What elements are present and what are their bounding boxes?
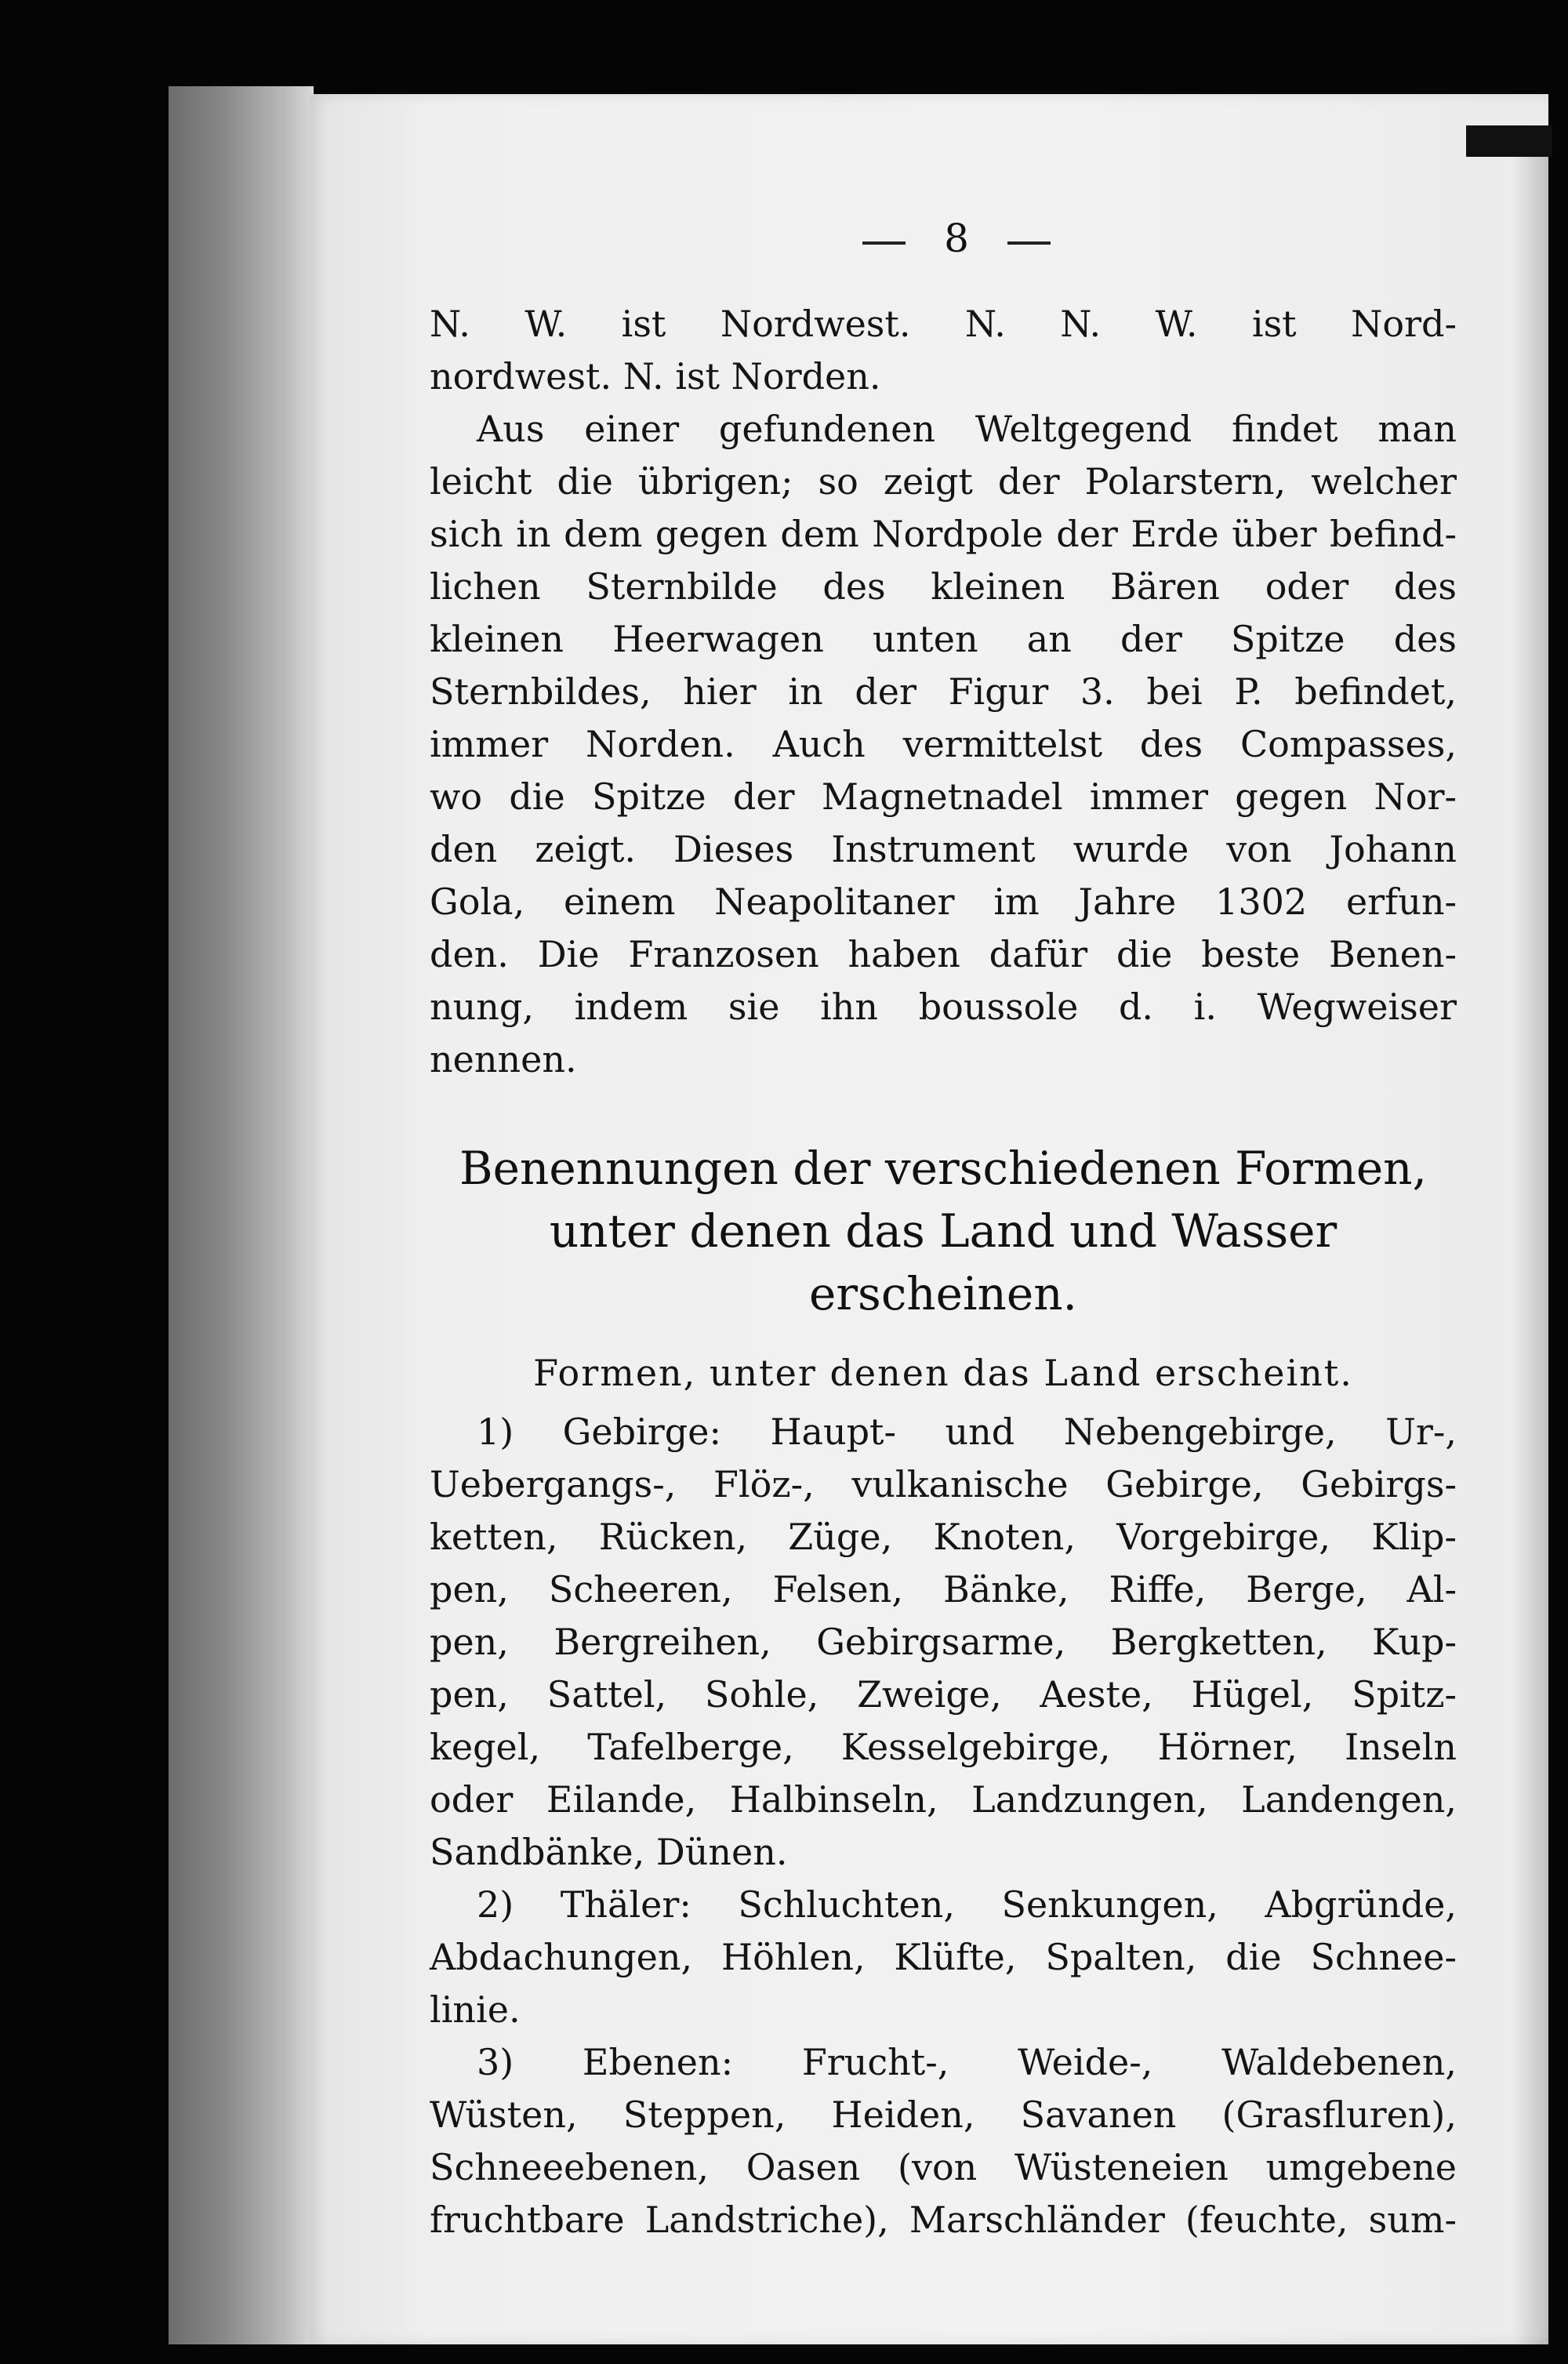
paragraph-cardinal-points <box>430 403 1457 1086</box>
text-line: Sternbildes, hier in der Figur 3. bei P. befindet, <box>430 670 1457 713</box>
text-line: nennen. <box>430 1038 577 1080</box>
text-line: Uebergangs-, Flöz-, vulkanische Gebirge, Gebirgs- <box>430 1463 1457 1505</box>
page-text <box>430 298 1457 2246</box>
text-line: leicht die übrigen; so zeigt der Polarstern, welcher <box>430 460 1457 503</box>
text-line: pen, Sattel, Sohle, Zweige, Aeste, Hügel, Spitz- <box>430 1673 1457 1716</box>
text-line: Gola, einem Neapolitaner im Jahre 1302 erfun- <box>430 881 1457 923</box>
text-line: lichen Sternbilde des kleinen Bären oder des <box>430 565 1457 608</box>
text-line: Schneeebenen, Oasen (von Wüsteneien umgebene <box>430 2146 1457 2188</box>
page-number: 8 <box>902 216 1011 263</box>
text-line: Sandbänke, Dünen. <box>430 1831 788 1873</box>
text-line: sich in dem gegen dem Nordpole der Erde über befind- <box>430 513 1457 555</box>
text-line: ketten, Rücken, Züge, Knoten, Vorgebirge, Klip- <box>430 1516 1457 1558</box>
text-line: pen, Scheeren, Felsen, Bänke, Riffe, Berge, Al- <box>430 1568 1457 1610</box>
text-line: den zeigt. Dieses Instrument wurde von Johann <box>430 828 1457 870</box>
list-item-valleys <box>430 1879 1457 2036</box>
list-item-plains <box>430 2036 1457 2246</box>
text-line: 3) Ebenen: Frucht-, Weide-, Waldebenen, <box>477 2041 1457 2083</box>
text-line: kleinen Heerwagen unten an der Spitze des <box>430 618 1457 660</box>
text-line: 1) Gebirge: Haupt- und Nebengebirge, Ur-, <box>477 1411 1457 1453</box>
text-line: 2) Thäler: Schluchten, Senkungen, Abgründe, <box>477 1883 1457 1926</box>
text-line: nung, indem sie ihn boussole d. i. Wegweiser <box>430 986 1457 1028</box>
text-line: Aus einer gefundenen Weltgegend findet man <box>477 408 1457 450</box>
text-line: N. W. ist Nordwest. N. N. W. ist Nord- <box>430 303 1457 345</box>
text-line: kegel, Tafelberge, Kesselgebirge, Hörner, Inseln <box>430 1726 1457 1768</box>
text-line: Wüsten, Steppen, Heiden, Savanen (Grasfluren), <box>430 2093 1457 2136</box>
list-item-mountains <box>430 1406 1457 1879</box>
text-line: pen, Bergreihen, Gebirgsarme, Bergketten, Kup- <box>430 1621 1457 1663</box>
heading-line: unter denen das Land und Wasser <box>549 1204 1338 1258</box>
text-line: fruchtbare Landstriche), Marschländer (feuchte, sum- <box>430 2199 1457 2241</box>
book-spine-corner <box>1466 125 1552 157</box>
book-page-edges <box>169 86 314 2344</box>
page-gutter-shadow <box>1513 133 1548 2344</box>
text-line: linie. <box>430 1988 521 2031</box>
text-line: wo die Spitze der Magnetnadel immer gegen Nor- <box>430 775 1457 818</box>
heading-line: Benennungen der verschiedenen Formen, <box>459 1142 1427 1195</box>
text-line: immer Norden. Auch vermittelst des Compasses, <box>430 723 1457 765</box>
text-line: oder Eilande, Halbinseln, Landzungen, Landengen, <box>430 1778 1457 1821</box>
text-line: Abdachungen, Höhlen, Klüfte, Spalten, die Schnee- <box>430 1936 1457 1978</box>
section-heading <box>430 1137 1457 1325</box>
heading-line: erscheinen. <box>809 1267 1077 1320</box>
text-line: den. Die Franzosen haben dafür die beste Benen- <box>430 933 1457 975</box>
paragraph-compass-directions <box>430 298 1457 403</box>
text-line: nordwest. N. ist Norden. <box>430 355 881 398</box>
subsection-heading: Formen, unter denen das Land erscheint. <box>533 1352 1353 1394</box>
